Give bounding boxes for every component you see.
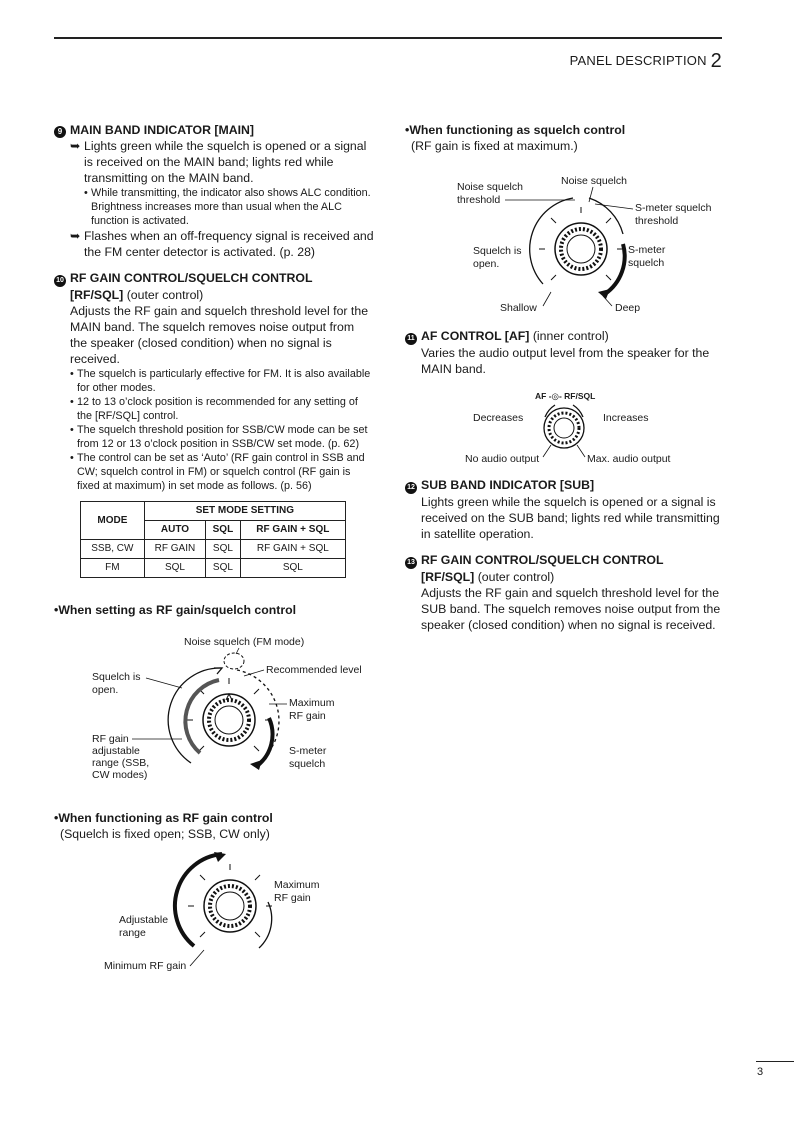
footer-rule [756,1061,794,1062]
section-10-subtitle: [RF/SQL] (outer control) [70,288,204,302]
chapter-number: 2 [710,50,722,72]
page-header [570,50,722,73]
section-10-body: Adjusts the RF gain and squelch threshold level for the MAIN band. The squelch removes noise output from the speaker (closed condition) when no signal is received. [70,304,369,366]
svg-text:S-meter: S-meter [289,745,327,757]
svg-text:Adjustable: Adjustable [119,914,169,926]
section-13-subtitle: [RF/SQL] (outer control) [421,570,555,584]
svg-text:RF gain: RF gain [274,892,311,904]
section-9-arrow-1: ➥ Lights green while the squelch is opened or a signal is received on the MAIN band; lights red while transmitting on the MAIN band. [70,139,367,185]
section-12-body: Lights green while the squelch is opened or a signal is received on the SUB band; lights red while transmitting in satellite operation. [421,495,720,541]
section-10-title: 10 RF GAIN CONTROL/SQUELCH CONTROL [54,270,374,287]
rfsql-knob-diagram [54,618,374,798]
section-11 [405,328,725,377]
svg-text:squelch: squelch [289,758,326,770]
section-13-body: Adjusts the RF gain and squelch threshold level for the SUB band. The squelch removes noise output from the speaker (closed condition) when no signal is received. [421,586,721,632]
svg-text:CW modes): CW modes) [92,769,148,781]
knob-icon [203,694,255,746]
right-column [405,122,725,643]
left-column [54,122,374,972]
svg-text:Increases: Increases [603,412,649,424]
section-12-title: 12 SUB BAND INDICATOR [SUB] [405,477,725,494]
rf-knob-diagram [54,842,374,972]
top-rule [54,37,722,39]
svg-text:Minimum RF gain: Minimum RF gain [104,960,187,972]
svg-text:open.: open. [473,258,500,270]
number-badge: 13 [405,557,417,569]
svg-text:RF gain: RF gain [289,710,326,722]
svg-text:adjustable: adjustable [92,745,140,757]
svg-text:AF -◎- RF/SQL: AF -◎- RF/SQL [535,391,596,401]
svg-text:squelch: squelch [628,257,665,269]
section-9-arrow-2: ➥ Flashes when an off-frequency signal is received and the FM center detector is activated. (p. 28) [70,229,374,259]
svg-text:Noise squelch: Noise squelch [457,181,523,193]
section-11-title: 11 AF CONTROL [AF] (inner control) [405,328,725,345]
arrow-icon: ➥ [70,229,81,243]
svg-text:Recommended level: Recommended level [266,664,362,676]
svg-text:range (SSB,: range (SSB, [92,757,150,769]
section-12 [405,477,725,542]
svg-text:S-meter: S-meter [628,244,666,256]
svg-text:threshold: threshold [635,215,679,227]
svg-text:S-meter squelch: S-meter squelch [635,202,712,214]
table-col-header: RF GAIN + SQL [240,521,345,540]
section-10-note-3: • The squelch threshold position for SSB/CW mode can be set from 12 or 13 o’clock position in SSB/CW set mode. (p. 62) [70,424,368,450]
svg-text:Noise squelch: Noise squelch [561,175,627,187]
section-11-body: Varies the audio output level from the speaker for the MAIN band. [421,346,710,376]
page-number: 3 [757,1066,764,1078]
section-9-note: • While transmitting, the indicator also shows ALC condition. Brightness increases more than usual when the ALC function is activated. [84,187,371,227]
section-10-note-2: • 12 to 13 o’clock position is recommended for any setting of the [RF/SQL] control. [70,396,358,422]
svg-text:threshold: threshold [457,194,501,206]
number-badge: 12 [405,482,417,494]
section-10-note-1: • The squelch is particularly effective for FM. It is also available for other modes. [70,368,371,394]
section-9-title: 9 MAIN BAND INDICATOR [MAIN] [54,122,374,138]
svg-text:open.: open. [92,684,119,696]
number-badge: 9 [54,126,66,138]
rf-diagram-paren: (Squelch is fixed open; SSB, CW only) [60,827,270,841]
svg-text:range: range [119,927,146,939]
af-knob-diagram [405,387,725,467]
knob-icon [204,880,256,932]
section-9 [54,122,374,260]
knob-icon [555,223,607,275]
sql-knob-diagram [405,154,725,314]
svg-text:Shallow: Shallow [500,302,537,314]
svg-text:No audio output: No audio output [465,453,540,465]
svg-text:Squelch is: Squelch is [473,245,522,257]
arrow-icon: ➥ [70,139,81,153]
header-title: PANEL DESCRIPTION [569,53,707,68]
table-col-header: SQL [206,521,240,540]
table-col-header: AUTO [144,521,205,540]
knob-icon [544,408,584,448]
section-13-title: 13 RF GAIN CONTROL/SQUELCH CONTROL [405,552,725,569]
rf-diagram-heading: •When functioning as RF gain control [54,811,273,825]
svg-text:Deep: Deep [615,302,641,314]
section-13 [405,552,725,633]
svg-text:Squelch is: Squelch is [92,671,141,683]
svg-text:Maximum: Maximum [274,879,320,891]
section-10 [54,270,374,578]
svg-text:RF gain: RF gain [92,733,129,745]
table-header-mode: MODE [81,502,145,540]
sql-diagram-paren: (RF gain is fixed at maximum.) [411,139,578,153]
table-row: FM SQL SQL SQL [81,559,346,578]
svg-text:Max. audio output: Max. audio output [587,453,671,465]
table-row: SSB, CW RF GAIN SQL RF GAIN + SQL [81,540,346,559]
sql-diagram-heading: •When functioning as squelch control [405,123,626,137]
svg-text:Decreases: Decreases [473,412,524,424]
table-header-set-mode: SET MODE SETTING [144,502,345,521]
svg-text:Maximum: Maximum [289,697,335,709]
set-mode-table [80,501,346,578]
number-badge: 11 [405,333,417,345]
number-badge: 10 [54,275,66,287]
svg-text:Noise squelch (FM mode): Noise squelch (FM mode) [184,636,305,648]
section-10-note-4: • The control can be set as ‘Auto’ (RF gain control in SSB and CW; squelch control in FM) or squelch control (RF gain is fixed at maximum) in set mode as follows. (p. 56) [70,452,365,492]
rfsql-diagram-heading: •When setting as RF gain/squelch control [54,603,297,617]
